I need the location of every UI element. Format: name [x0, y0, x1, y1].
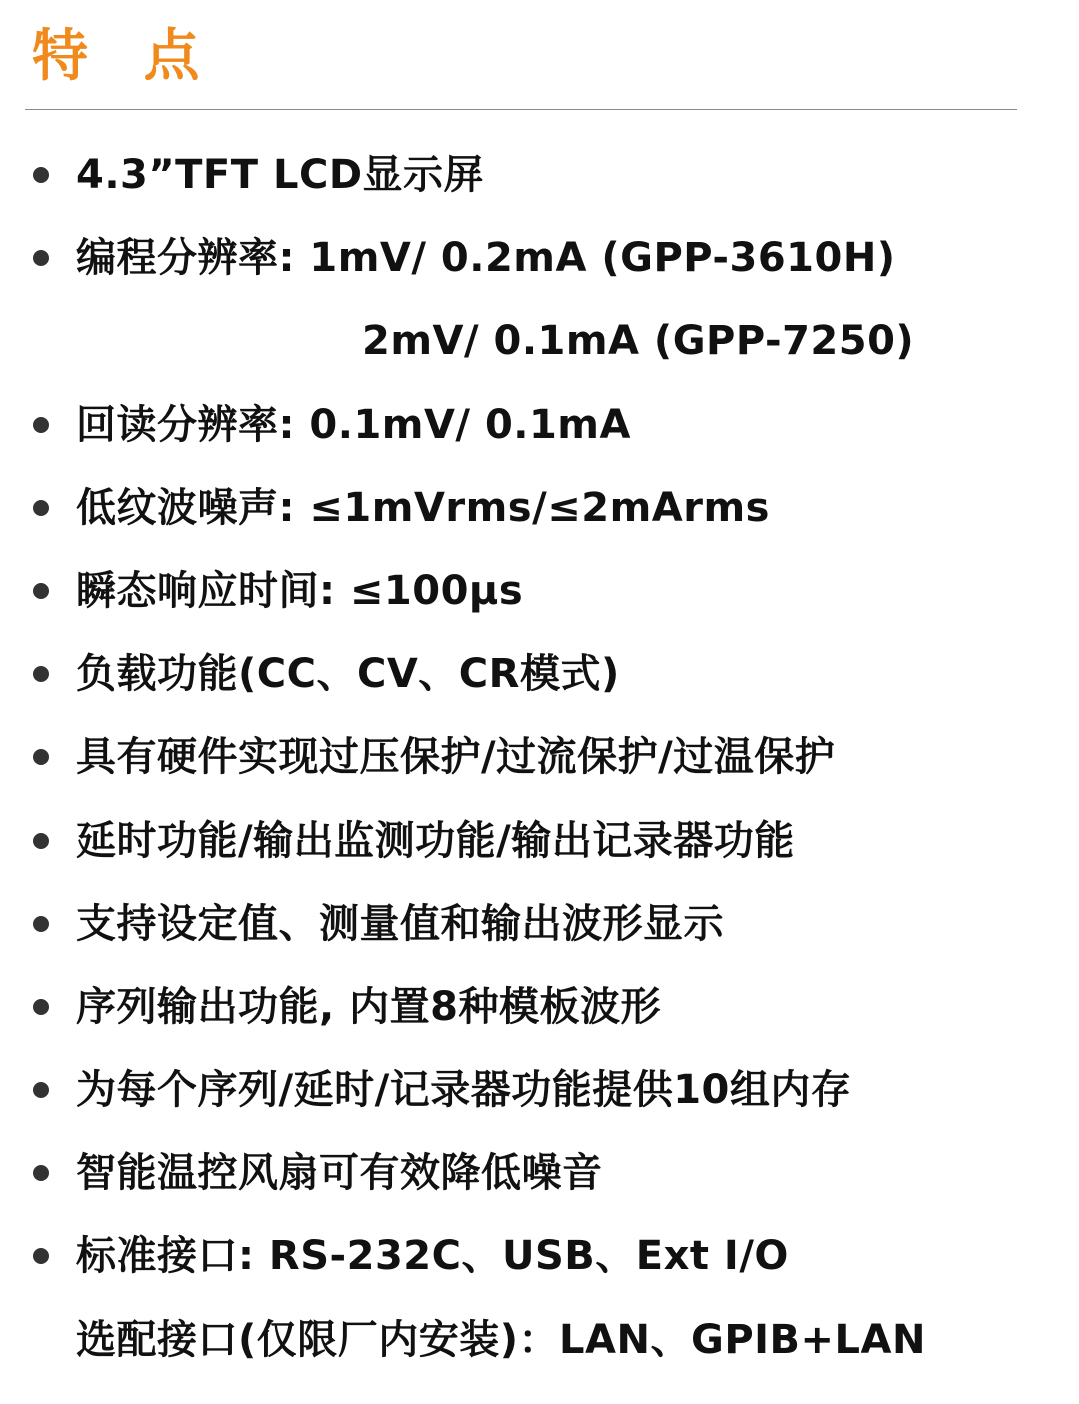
- feature-item-display: [0, 134, 1079, 217]
- bullet-icon: [33, 1165, 49, 1181]
- feature-text: 智能温控风扇可有效降低噪音: [76, 1150, 603, 1197]
- feature-text: 支持设定值、测量值和输出波形显示: [76, 900, 724, 947]
- feature-text: 瞬态响应时间: ≤100μs: [76, 567, 524, 614]
- feature-item-readback-resolution: [0, 384, 1079, 467]
- feature-item-standard-interface: [0, 1215, 1079, 1298]
- bullet-icon: [33, 500, 49, 516]
- feature-item-memory: [0, 1049, 1079, 1132]
- bullet-icon: [33, 167, 49, 183]
- feature-item-hardware-protection: [0, 716, 1079, 799]
- feature-text: 具有硬件实现过压保护/过流保护/过温保护: [76, 734, 836, 781]
- feature-text: 负载功能(CC、CV、CR模式): [76, 651, 620, 698]
- bullet-icon: [33, 749, 49, 765]
- bullet-icon: [33, 999, 49, 1015]
- section-title: 特 点: [32, 24, 218, 89]
- feature-text: 低纹波噪声: ≤1mVrms/≤2mArms: [76, 484, 770, 531]
- feature-text: 序列输出功能, 内置8种模板波形: [76, 983, 661, 1030]
- bullet-icon: [33, 583, 49, 599]
- feature-text: 回读分辨率: 0.1mV/ 0.1mA: [76, 401, 631, 448]
- feature-text: 为每个序列/延时/记录器功能提供10组内存: [76, 1067, 852, 1114]
- feature-text: 编程分辨率: 1mV/ 0.2mA (GPP-3610H): [76, 235, 896, 282]
- feature-item-load-function: [0, 633, 1079, 716]
- feature-item-sequence-output: [0, 966, 1079, 1049]
- feature-item-smart-fan: [0, 1132, 1079, 1215]
- feature-item-transient-response: [0, 550, 1079, 633]
- bullet-icon: [33, 833, 49, 849]
- feature-text: 延时功能/输出监测功能/输出记录器功能: [76, 817, 795, 864]
- feature-list: [0, 134, 1079, 1382]
- bullet-icon: [33, 666, 49, 682]
- feature-item-optional-interface: [0, 1299, 1079, 1382]
- feature-item-delay-monitor-recorder: [0, 800, 1079, 883]
- bullet-icon: [33, 1082, 49, 1098]
- title-divider: [25, 109, 1017, 110]
- bullet-icon: [33, 250, 49, 266]
- feature-item-program-resolution: [0, 217, 1079, 300]
- feature-item-program-resolution-continued: [0, 300, 1079, 383]
- bullet-icon: [33, 417, 49, 433]
- feature-item-ripple-noise: [0, 467, 1079, 550]
- bullet-icon: [33, 916, 49, 932]
- feature-text: 2mV/ 0.1mA (GPP-7250): [362, 318, 915, 365]
- feature-text: 4.3”TFT LCD显示屏: [76, 152, 485, 198]
- feature-item-waveform-display: [0, 883, 1079, 966]
- feature-text: 选配接口(仅限厂内安装)：LAN、GPIB+LAN: [76, 1316, 926, 1363]
- bullet-icon: [33, 1248, 49, 1264]
- feature-text: 标准接口: RS-232C、USB、Ext I/O: [76, 1233, 789, 1280]
